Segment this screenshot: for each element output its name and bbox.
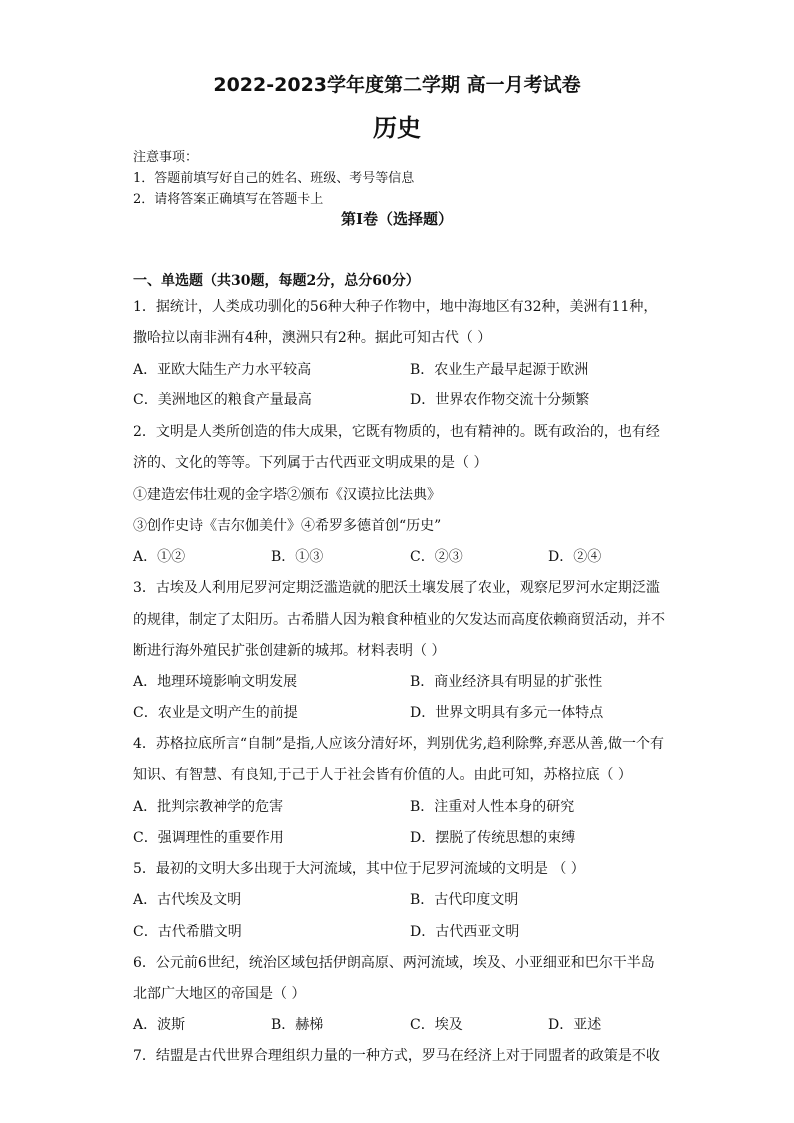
option-a[interactable]: A．亚欧大陆生产力水平较高 (133, 362, 312, 378)
option-b[interactable]: B．农业生产最早起源于欧洲 (410, 362, 589, 378)
option-b[interactable]: B．古代印度文明 (410, 892, 519, 908)
question-text: ③创作史诗《吉尔伽美什》④希罗多德首创“历史” (133, 518, 442, 534)
section-title: 一、单选题（共30题，每题2分，总分60分） (133, 273, 420, 289)
subject-title: 历史 (373, 114, 421, 142)
question-text: ①建造宏伟壮观的金字塔②颁布《汉谟拉比法典》 (133, 487, 441, 503)
option-c[interactable]: C．农业是文明产生的前提 (133, 705, 298, 721)
notice-item: 1．答题前填写好自己的姓名、班级、考号等信息 (133, 171, 415, 186)
option-d[interactable]: D．古代西亚文明 (410, 924, 520, 940)
option-b[interactable]: B．注重对人性本身的研究 (410, 799, 575, 815)
option-d[interactable]: D．世界农作物交流十分频繁 (410, 392, 590, 408)
question-text: 7．结盟是古代世界合理组织力量的一种方式，罗马在经济上对于同盟者的政策是不收 (133, 1048, 660, 1064)
question-text: 的规律，制定了太阳历。古希腊人因为粮食种植业的欠发达而高度依赖商贸活动，并不 (133, 612, 665, 628)
option-c[interactable]: C．古代希腊文明 (133, 924, 242, 940)
option-a[interactable]: A．波斯 (133, 1017, 186, 1033)
option-d[interactable]: D．亚述 (548, 1017, 602, 1033)
question-text: 断进行海外殖民扩张创建新的城邦。材料表明（ ） (133, 643, 446, 659)
option-b[interactable]: B．商业经济具有明显的扩张性 (410, 674, 603, 690)
option-a[interactable]: A．古代埃及文明 (133, 892, 242, 908)
option-b[interactable]: B．赫梯 (271, 1017, 324, 1033)
option-b[interactable]: B．①③ (271, 549, 324, 565)
option-c[interactable]: C．美洲地区的粮食产量最高 (133, 392, 312, 408)
option-c[interactable]: C．②③ (410, 549, 463, 565)
question-text: 2．文明是人类所创造的伟大成果，它既有物质的，也有精神的。既有政治的，也有经 (133, 424, 660, 440)
notice-item: 2．请将答案正确填写在答题卡上 (133, 192, 324, 207)
option-a[interactable]: A．①② (133, 549, 186, 565)
option-d[interactable]: D．摆脱了传统思想的束缚 (410, 830, 576, 846)
exam-title: 2022-2023学年度第二学期 高一月考试卷 (213, 74, 581, 96)
question-text: 6．公元前6世纪，统治区域包括伊朗高原、两河流域，埃及、小亚细亚和巴尔干半岛 (133, 955, 655, 971)
option-a[interactable]: A．地理环境影响文明发展 (133, 674, 298, 690)
option-a[interactable]: A．批判宗教神学的危害 (133, 799, 284, 815)
question-text: 北部广大地区的帝国是（ ） (133, 986, 306, 1002)
option-d[interactable]: D．世界文明具有多元一体特点 (410, 705, 604, 721)
question-text: 4．苏格拉底所言“自制”是指,人应该分清好坏，判别优劣,趋利除弊,弃恶从善,做一个有 (133, 736, 665, 752)
part-title: 第I卷（选择题） (340, 210, 454, 228)
question-text: 济的、文化的等等。下列属于古代西亚文明成果的是（ ） (133, 455, 488, 471)
option-d[interactable]: D．②④ (548, 549, 602, 565)
option-c[interactable]: C．强调理性的重要作用 (133, 830, 284, 846)
question-text: 5．最初的文明大多出现于大河流域，其中位于尼罗河流域的文明是 （ ） (133, 861, 585, 877)
option-c[interactable]: C．埃及 (410, 1017, 463, 1033)
question-text: 1．据统计，人类成功驯化的56种大种子作物中，地中海地区有32种，美洲有11种， (133, 299, 658, 315)
notice-heading: 注意事项： (133, 150, 199, 165)
question-text: 撒哈拉以南非洲有4种，澳洲只有2种。据此可知古代（ ） (133, 330, 492, 346)
question-text: 3．古埃及人利用尼罗河定期泛滥造就的肥沃土壤发展了农业，观察尼罗河水定期泛滥 (133, 580, 660, 596)
question-text: 知识、有智慧、有良知,于己于人于社会皆有价值的人。由此可知，苏格拉底（ ） (133, 767, 632, 783)
